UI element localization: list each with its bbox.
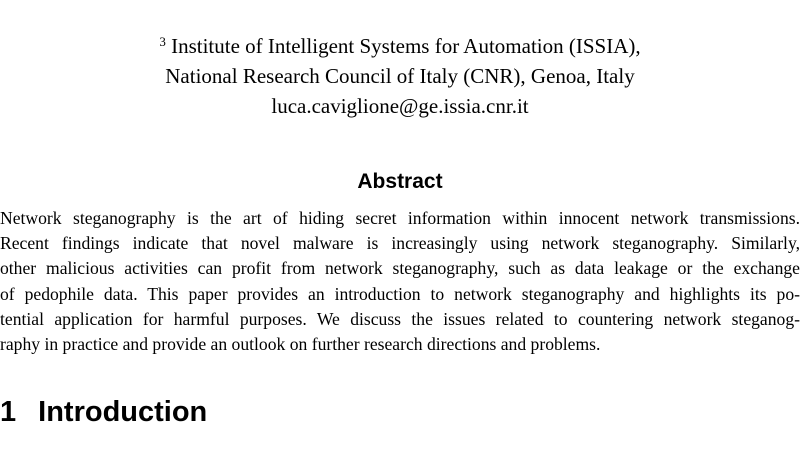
abstract-line: tential application for harmful purposes. We discuss the issues related to countering network steganog- — [0, 308, 800, 329]
abstract-body — [0, 206, 800, 357]
abstract-line: raphy in practice and provide an outlook on further research directions and problems. — [0, 334, 601, 355]
abstract-line: of pedophile data. This paper provides an introduction to network steganography and highlights its po- — [0, 283, 800, 304]
abstract-line: Network steganography is the art of hiding secret information within innocent network transmissions. — [0, 208, 800, 228]
section-title: Introduction — [38, 396, 208, 428]
abstract-line: Recent findings indicate that novel malware is increasingly using network steganography. Similarly, — [0, 233, 800, 254]
abstract-heading: Abstract — [357, 170, 443, 193]
author-email: luca.caviglione@ge.issia.cnr.it — [271, 94, 529, 118]
section-number: 1 — [0, 396, 17, 428]
institute-name: Institute of Intelligent Systems for Automation (ISSIA), — [171, 34, 641, 58]
affiliation — [0, 31, 800, 121]
affiliation-marker: 3 — [159, 34, 166, 49]
affiliation-line-2: National Research Council of Italy (CNR), Genoa, Italy — [165, 64, 635, 88]
section-heading — [0, 396, 207, 429]
abstract-line: other malicious activities can profit from network steganography, such as data leakage or the exchange — [0, 258, 800, 279]
affiliation-line-1 — [0, 31, 800, 61]
